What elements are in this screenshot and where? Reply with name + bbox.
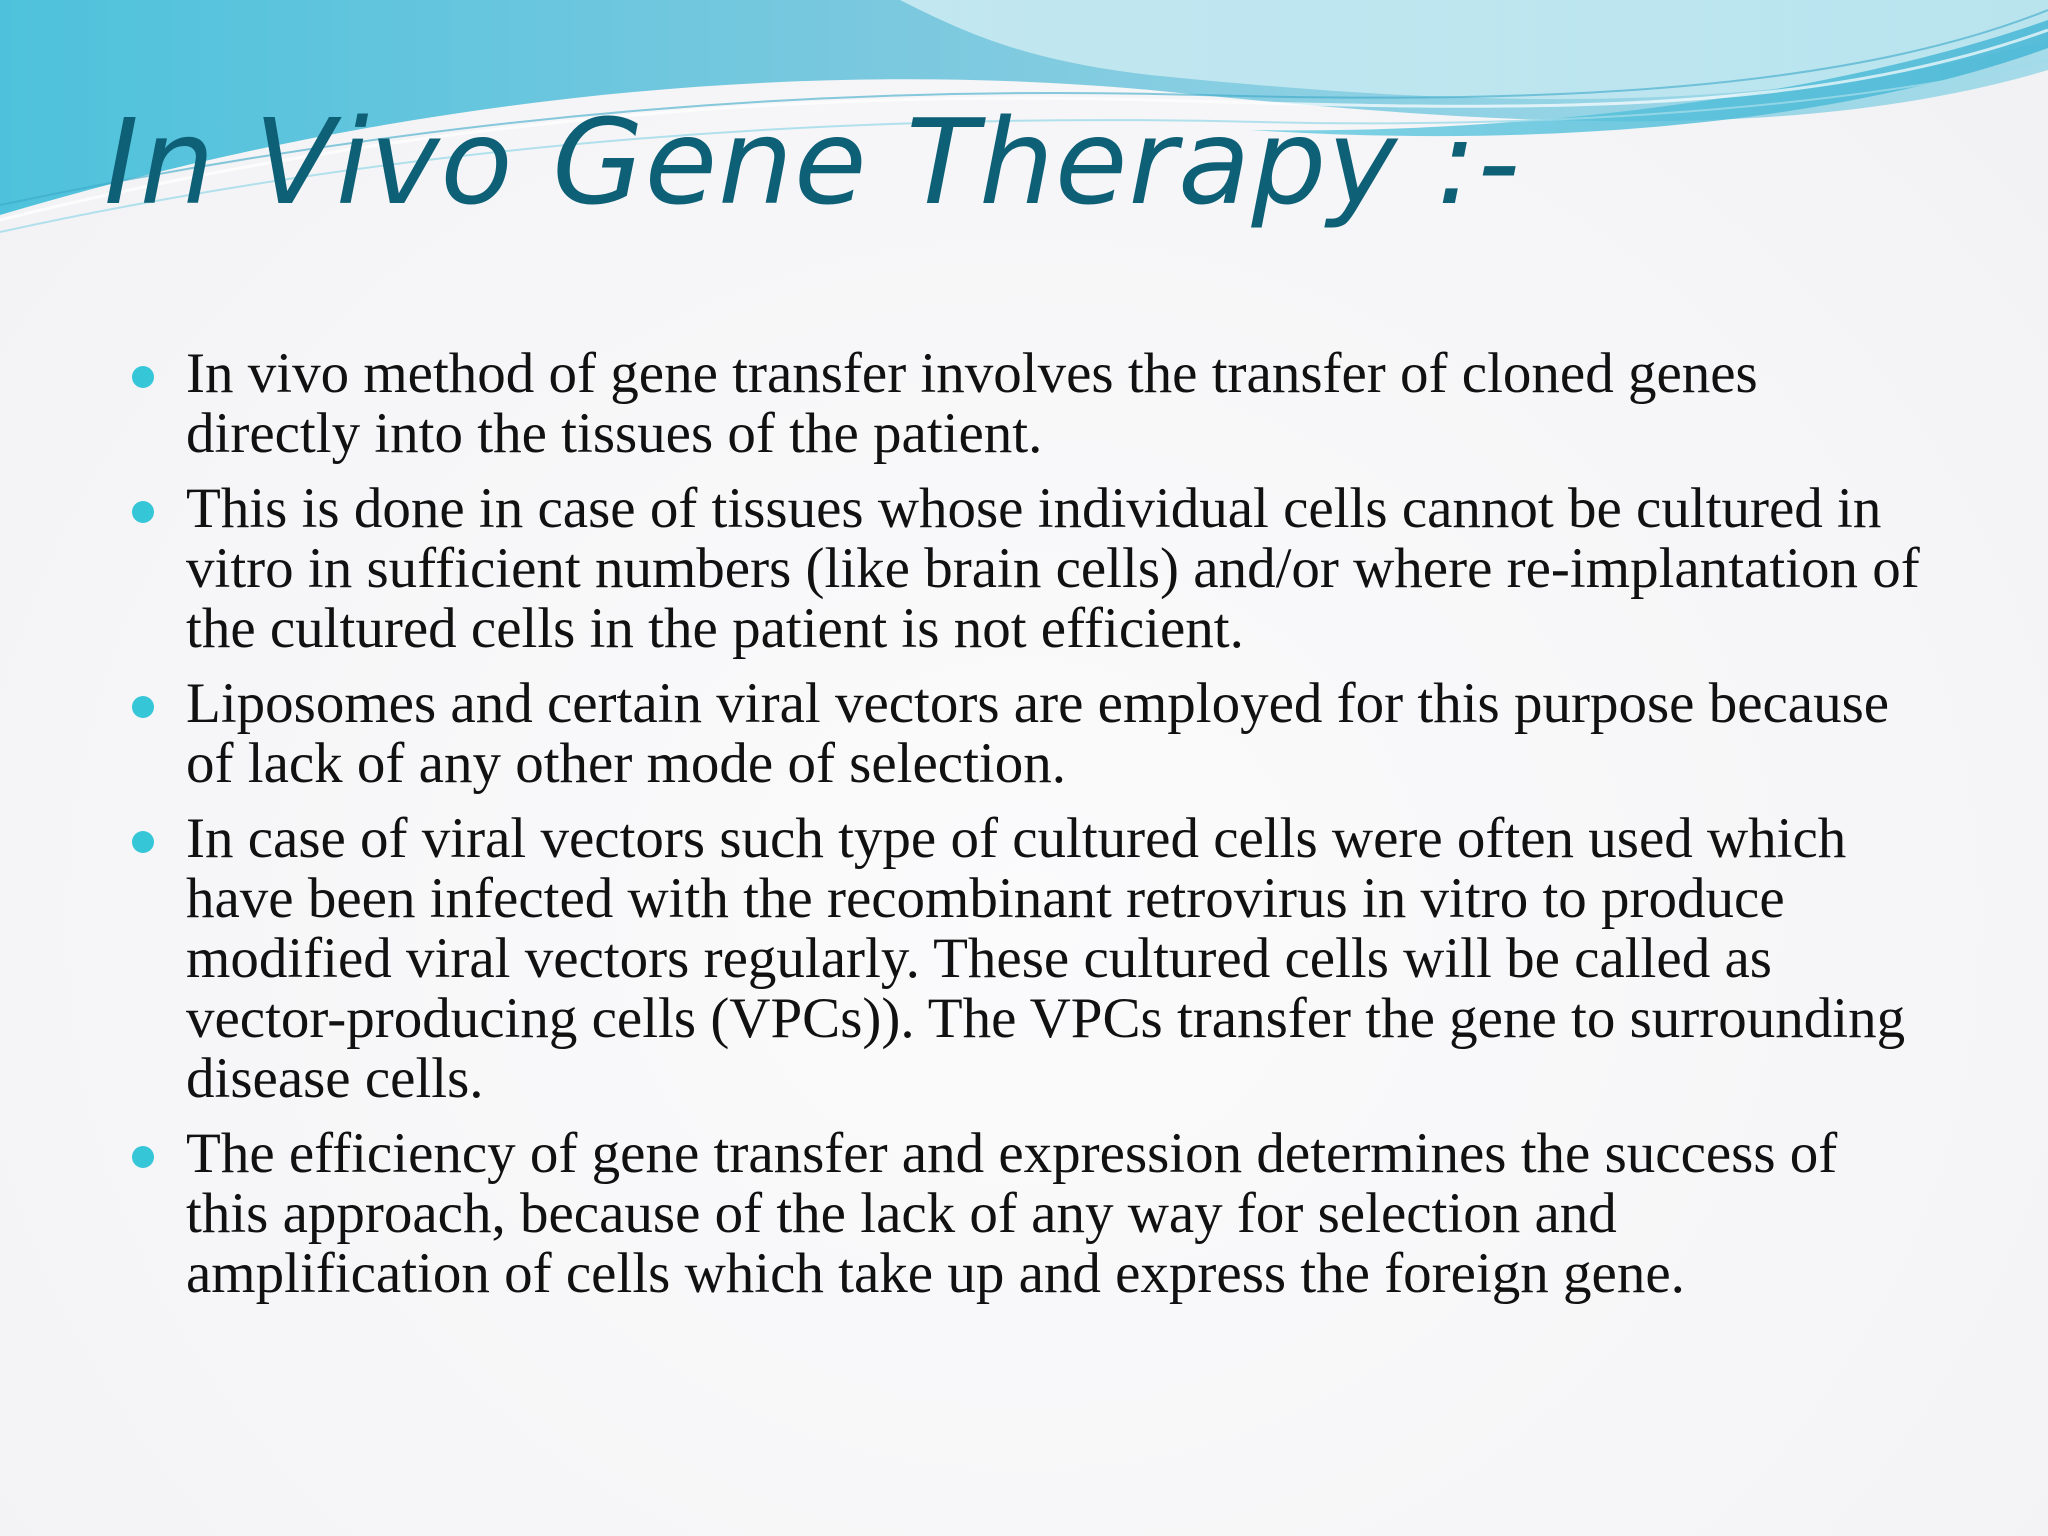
bullet-dot-icon: [132, 501, 154, 523]
list-item-text: The efficiency of gene transfer and expression determines the success of this approach, because of the lack of any way for selection and amplification of cells which take up and express the foreign gene.: [186, 1122, 1838, 1305]
list-item: [132, 674, 1932, 794]
list-item-text: In case of viral vectors such type of cultured cells were often used which have been infected with the recombinant retrovirus in vitro to produce modified viral vectors regularly. These cultured cells will be called as vector-producing cells (VPCs)). The VPCs transfer the gene to surrounding disease cells.: [186, 807, 1906, 1110]
list-item-text: In vivo method of gene transfer involves the transfer of cloned genes directly into the tissues of the patient.: [186, 342, 1758, 465]
bullet-dot-icon: [132, 366, 154, 388]
bullet-list: [132, 344, 1932, 1319]
bullet-dot-icon: [132, 831, 154, 853]
list-item: [132, 809, 1932, 1109]
list-item: [132, 344, 1932, 464]
slide-title: In Vivo Gene Therapy :-: [104, 93, 1521, 231]
list-item-text: This is done in case of tissues whose individual cells cannot be cultured in vitro in sufficient numbers (like brain cells) and/or where re-implantation of the cultured cells in the patient is not efficient.: [186, 477, 1920, 660]
bullet-dot-icon: [132, 1146, 154, 1168]
list-item-text: Liposomes and certain viral vectors are employed for this purpose because of lack of any other mode of selection.: [186, 672, 1890, 795]
list-item: [132, 479, 1932, 659]
bullet-dot-icon: [132, 696, 154, 718]
list-item: [132, 1124, 1932, 1304]
